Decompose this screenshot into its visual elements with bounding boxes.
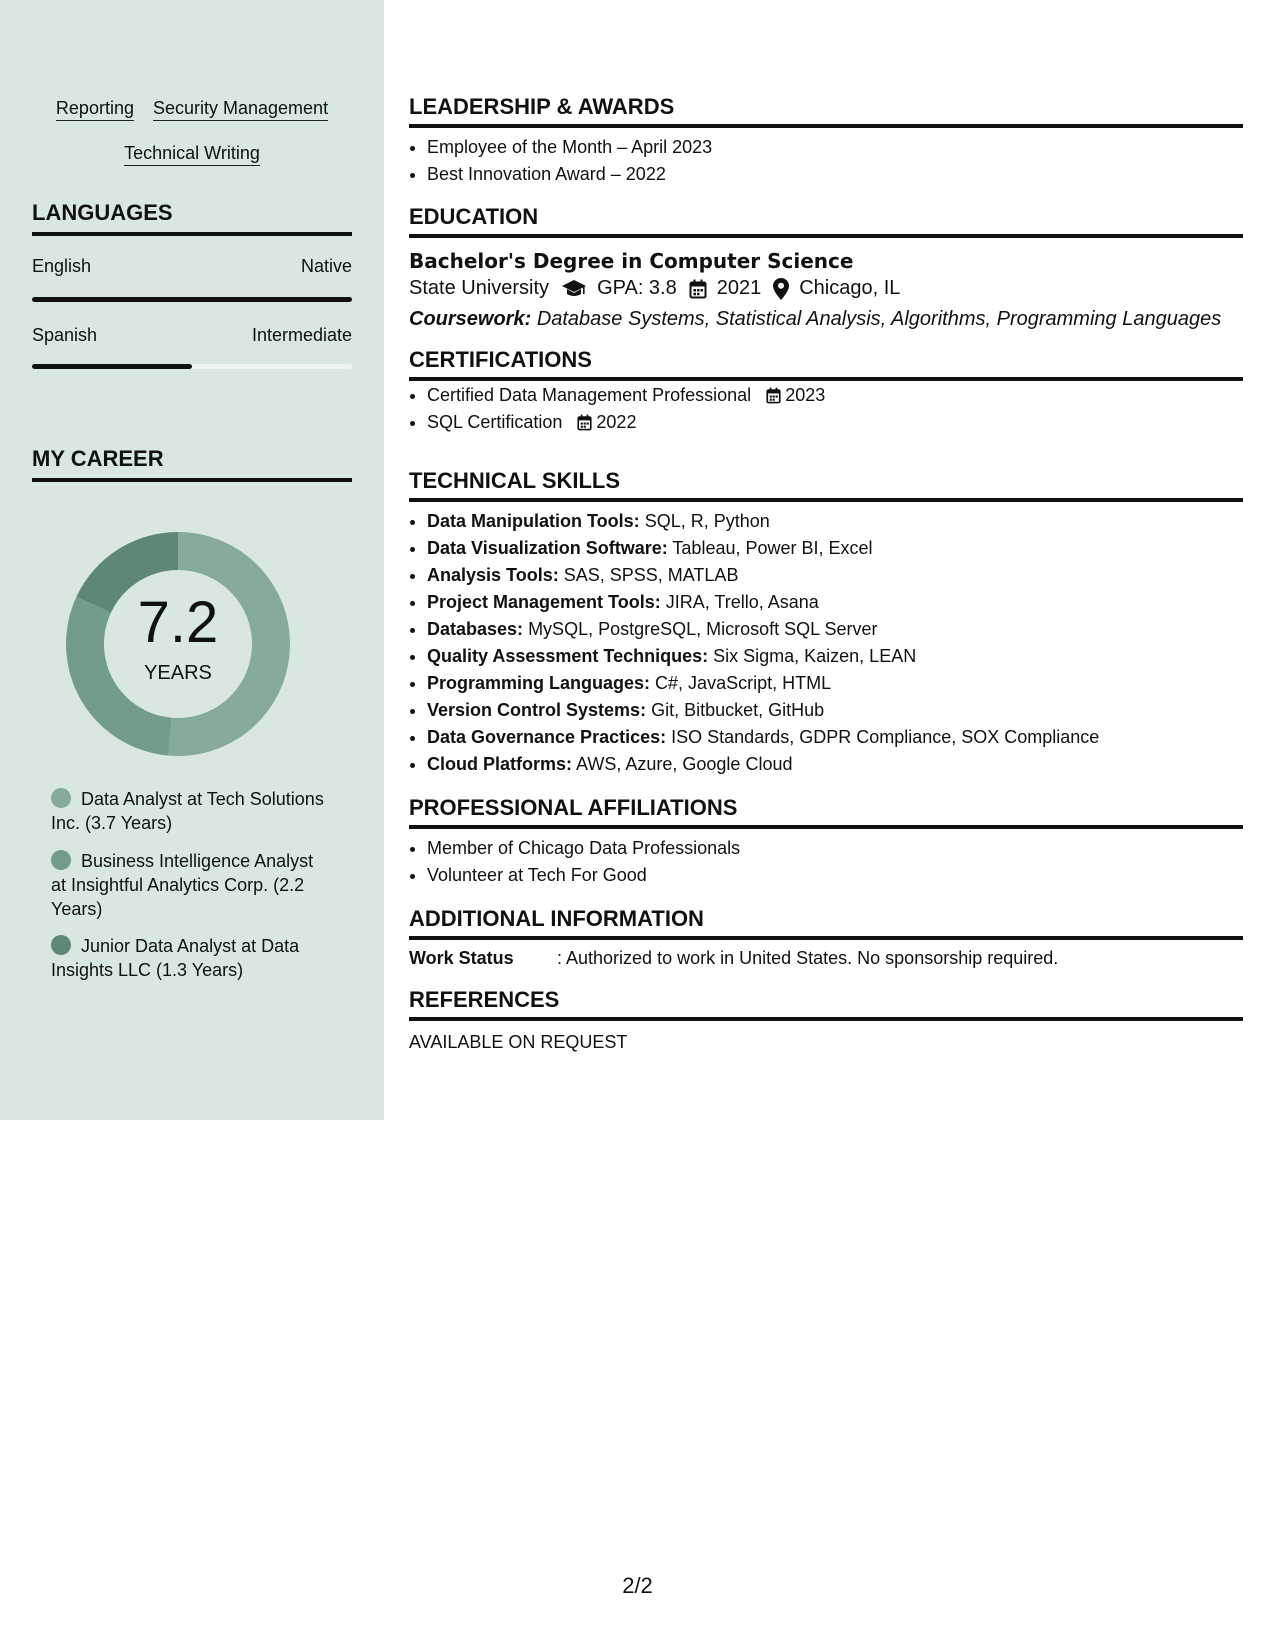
work-status-row — [409, 948, 1058, 969]
certifications-list — [409, 382, 1261, 436]
language-bar-fill — [32, 364, 192, 369]
language-level: Intermediate — [251, 325, 352, 345]
list-item — [427, 751, 1261, 778]
sidebar — [0, 0, 384, 1120]
skill-values: SQL, R, Python — [644, 511, 770, 531]
graduation-year: 2021 — [716, 277, 762, 299]
skill-category: Databases: — [427, 619, 524, 639]
certification-year: 2023 — [785, 385, 826, 405]
certification-name: SQL Certification — [427, 412, 563, 432]
list-item: • Member of Chicago Data Professionals — [427, 835, 1261, 862]
skill-category: Data Visualization Software: — [427, 538, 668, 558]
career-legend-item — [51, 787, 331, 835]
legend-label: Business Intelligence Analyst at Insightful Analytics Corp. (2.2 Years) — [51, 851, 314, 919]
language-bar — [32, 364, 352, 369]
language-bar-fill — [32, 297, 352, 302]
language-name: English — [32, 256, 92, 276]
skill-values: ISO Standards, GDPR Compliance, SOX Compliance — [671, 727, 1100, 747]
calendar-icon — [766, 387, 781, 404]
skill-category: Data Manipulation Tools: — [427, 511, 640, 531]
school-name: State University — [409, 277, 550, 299]
graduation-cap-icon — [561, 279, 587, 299]
leadership-list — [409, 134, 1261, 188]
skill-category: Data Governance Practices: — [427, 727, 667, 747]
references-text: AVAILABLE ON REQUEST — [409, 1032, 628, 1052]
languages-heading: LANGUAGES — [32, 200, 352, 236]
list-item — [427, 562, 1261, 589]
language-row — [32, 325, 352, 346]
list-item — [427, 670, 1261, 697]
list-item — [427, 589, 1261, 616]
skill-tag: Reporting — [56, 98, 134, 121]
list-item — [427, 535, 1261, 562]
skill-values: Tableau, Power BI, Excel — [672, 538, 873, 558]
affiliations-heading: PROFESSIONAL AFFILIATIONS — [409, 795, 1243, 829]
career-total-unit: YEARS — [144, 662, 212, 684]
certification-year: 2022 — [596, 412, 637, 432]
certification-name: Certified Data Management Professional — [427, 385, 752, 405]
list-item: • Volunteer at Tech For Good — [427, 862, 1261, 889]
legend-dot — [51, 935, 71, 955]
list-item — [427, 616, 1261, 643]
skill-values: Git, Bitbucket, GitHub — [651, 700, 825, 720]
coursework-list: Database Systems, Statistical Analysis, Algorithms, Programming Languages — [536, 308, 1222, 330]
coursework-label: Coursework: — [409, 308, 532, 330]
career-heading: MY CAREER — [32, 446, 352, 482]
location-pin-icon — [773, 278, 789, 300]
language-row — [32, 256, 352, 277]
technical-skills-heading: TECHNICAL SKILLS — [409, 468, 1243, 502]
list-item — [427, 409, 1261, 436]
coursework — [409, 308, 1221, 331]
page-number: 2/2 — [622, 1573, 653, 1598]
list-item: • Employee of the Month – April 2023 — [427, 134, 1261, 161]
leadership-heading: LEADERSHIP & AWARDS — [409, 94, 1243, 128]
skill-tag: Security Management — [153, 98, 328, 121]
skill-values: Six Sigma, Kaizen, LEAN — [713, 646, 917, 666]
work-status-value: : Authorized to work in United States. No sponsorship required. — [557, 948, 1059, 968]
list-item — [427, 508, 1261, 535]
certifications-heading: CERTIFICATIONS — [409, 347, 1243, 381]
skill-category: Programming Languages: — [427, 673, 651, 693]
calendar-icon — [689, 279, 707, 299]
work-status-label: Work Status — [409, 948, 514, 968]
skill-category: Analysis Tools: — [427, 565, 559, 585]
career-legend-item — [51, 934, 331, 982]
affiliations-list — [409, 835, 1261, 889]
location: Chicago, IL — [799, 277, 901, 299]
legend-dot — [51, 788, 71, 808]
language-name: Spanish — [32, 325, 98, 345]
legend-dot — [51, 850, 71, 870]
skill-values: C#, JavaScript, HTML — [655, 673, 832, 693]
list-item — [427, 724, 1261, 751]
list-item — [427, 697, 1261, 724]
skill-values: MySQL, PostgreSQL, Microsoft SQL Server — [528, 619, 878, 639]
skill-category: Project Management Tools: — [427, 592, 661, 612]
technical-skills-list — [409, 508, 1261, 778]
career-total-value: 7.2 — [137, 590, 219, 655]
skill-tags — [32, 86, 352, 176]
language-bar — [32, 297, 352, 302]
list-item — [427, 382, 1261, 409]
references-heading: REFERENCES — [409, 987, 1243, 1021]
legend-label: Data Analyst at Tech Solutions Inc. (3.7 Years) — [51, 789, 324, 833]
skill-tag: Technical Writing — [124, 143, 260, 166]
degree-title: Bachelor's Degree in Computer Science — [409, 249, 854, 273]
career-legend-item — [51, 849, 331, 921]
list-item — [427, 643, 1261, 670]
skill-values: SAS, SPSS, MATLAB — [563, 565, 739, 585]
skill-values: JIRA, Trello, Asana — [665, 592, 819, 612]
calendar-icon — [577, 414, 592, 431]
skill-category: Version Control Systems: — [427, 700, 647, 720]
education-meta — [409, 277, 900, 300]
skill-values: AWS, Azure, Google Cloud — [576, 754, 793, 774]
additional-info-heading: ADDITIONAL INFORMATION — [409, 906, 1243, 940]
skill-category: Cloud Platforms: — [427, 754, 573, 774]
list-item: • Best Innovation Award – 2022 — [427, 161, 1261, 188]
legend-label: Junior Data Analyst at Data Insights LLC (1.3 Years) — [51, 936, 300, 980]
gpa: GPA: 3.8 — [597, 277, 677, 299]
career-donut-chart — [66, 532, 290, 756]
language-level: Native — [300, 256, 352, 276]
education-heading: EDUCATION — [409, 204, 1243, 238]
skill-category: Quality Assessment Techniques: — [427, 646, 709, 666]
